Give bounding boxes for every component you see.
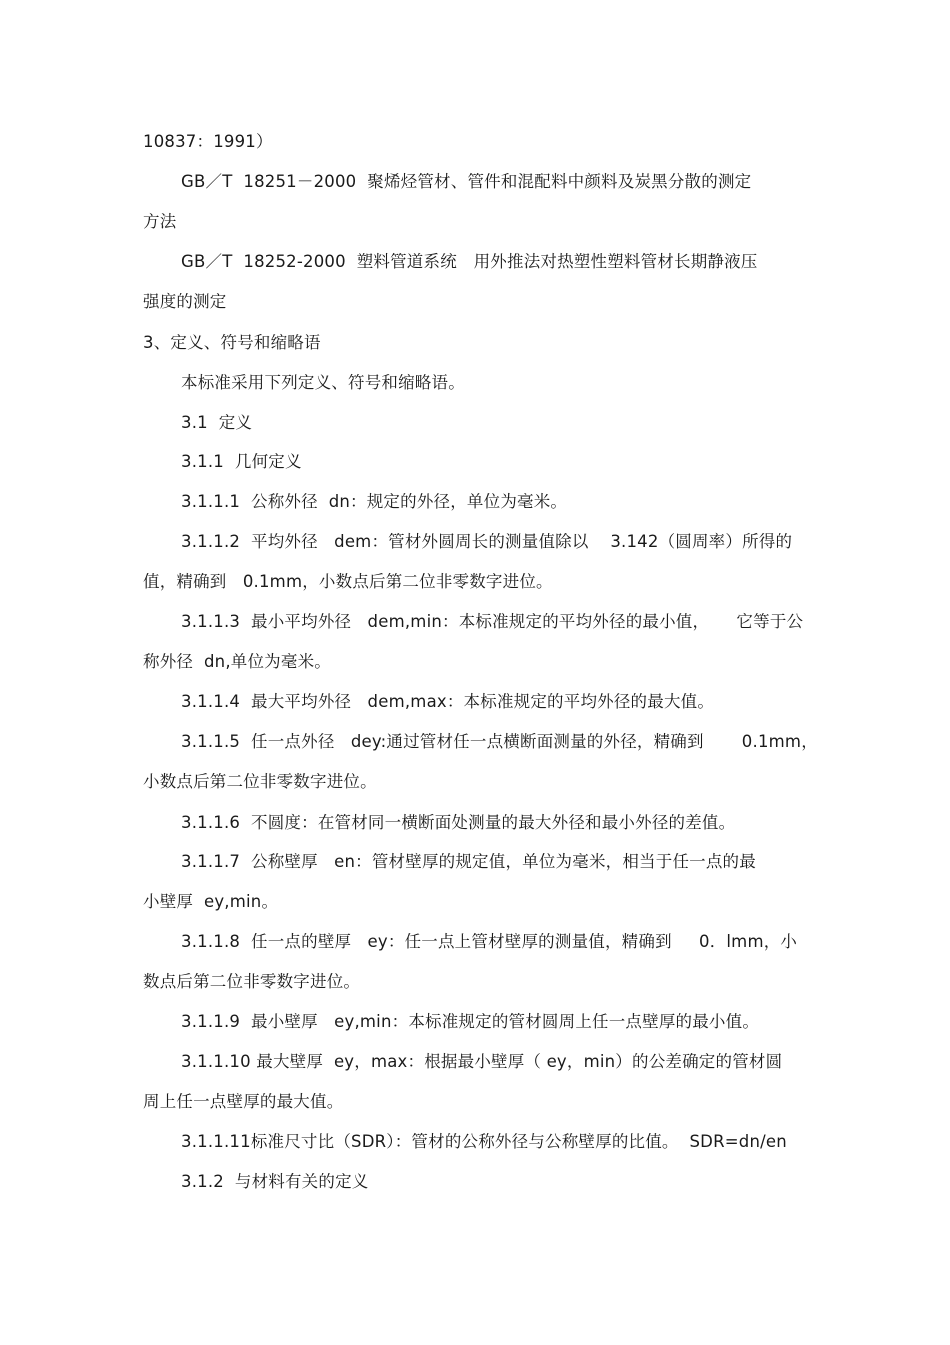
section-heading: 3.1.2 与材料有关的定义 xyxy=(181,1172,369,1191)
text-line: 3.1.1.11标准尺寸比（SDR）：管材的公称外径与公称壁厚的比值。 SDR=dn/en xyxy=(181,1132,787,1151)
text-line: 周上任一点壁厚的最大值。 xyxy=(143,1092,344,1111)
text-line: 3.1.1.2 平均外径 dem：管材外圆周长的测量值除以 3.142（圆周率）所得的 xyxy=(181,532,793,551)
text-line: 3.1.1.8 任一点的壁厚 ey：任一点上管材壁厚的测量值，精确到 0．lmm，小 xyxy=(181,932,798,951)
text-line: 小壁厚 ey,min。 xyxy=(143,892,279,911)
text-line: 3.1.1.6 不圆度：在管材同一横断面处测量的最大外径和最小外径的差值。 xyxy=(181,813,736,832)
text-line: GB／T 18252-2000 塑料管道系统 用外推法对热塑性塑料管材长期静液压 xyxy=(181,252,758,271)
text-line: 数点后第二位非零数字进位。 xyxy=(143,972,361,991)
text-line: 3.1.1.9 最小壁厚 ey,min：本标准规定的管材圆周上任一点壁厚的最小值。 xyxy=(181,1012,760,1031)
text-line: 值，精确到 0.1mm，小数点后第二位非零数字进位。 xyxy=(143,572,553,591)
section-heading: 3.1 定义 xyxy=(181,413,253,432)
text-line: 3.1.1.3 最小平均外径 dem,min：本标准规定的平均外径的最小值， 它等于公 xyxy=(181,612,804,631)
text-line: 3.1.1.5 任一点外径 dey:通过管材任一点横断面测量的外径，精确到 0.1mm， xyxy=(181,732,818,751)
text-line: 3.1.1.7 公称壁厚 en：管材壁厚的规定值，单位为毫米，相当于任一点的最 xyxy=(181,852,756,871)
text-line: 本标准采用下列定义、符号和缩略语。 xyxy=(181,373,465,392)
text-line: 3.1.1.10 最大壁厚 ey，max：根据最小壁厚（ ey，min）的公差确定的管材圆 xyxy=(181,1052,783,1071)
text-line: 3.1.1.4 最大平均外径 dem,max：本标准规定的平均外径的最大值。 xyxy=(181,692,715,711)
text-line: GB／T 18251－2000 聚烯烃管材、管件和混配料中颜料及炭黑分散的测定 xyxy=(181,172,752,191)
text-line: 10837：1991） xyxy=(143,132,273,151)
section-heading: 3.1.1 几何定义 xyxy=(181,452,302,471)
text-line: 小数点后第二位非零数字进位。 xyxy=(143,772,377,791)
text-line: 3.1.1.1 公称外径 dn：规定的外径，单位为毫米。 xyxy=(181,492,568,511)
text-line: 称外径 dn,单位为毫米。 xyxy=(143,652,331,671)
text-line: 方法 xyxy=(143,212,177,231)
section-heading: 3、定义、符号和缩略语 xyxy=(143,333,321,352)
text-line: 强度的测定 xyxy=(143,292,227,311)
